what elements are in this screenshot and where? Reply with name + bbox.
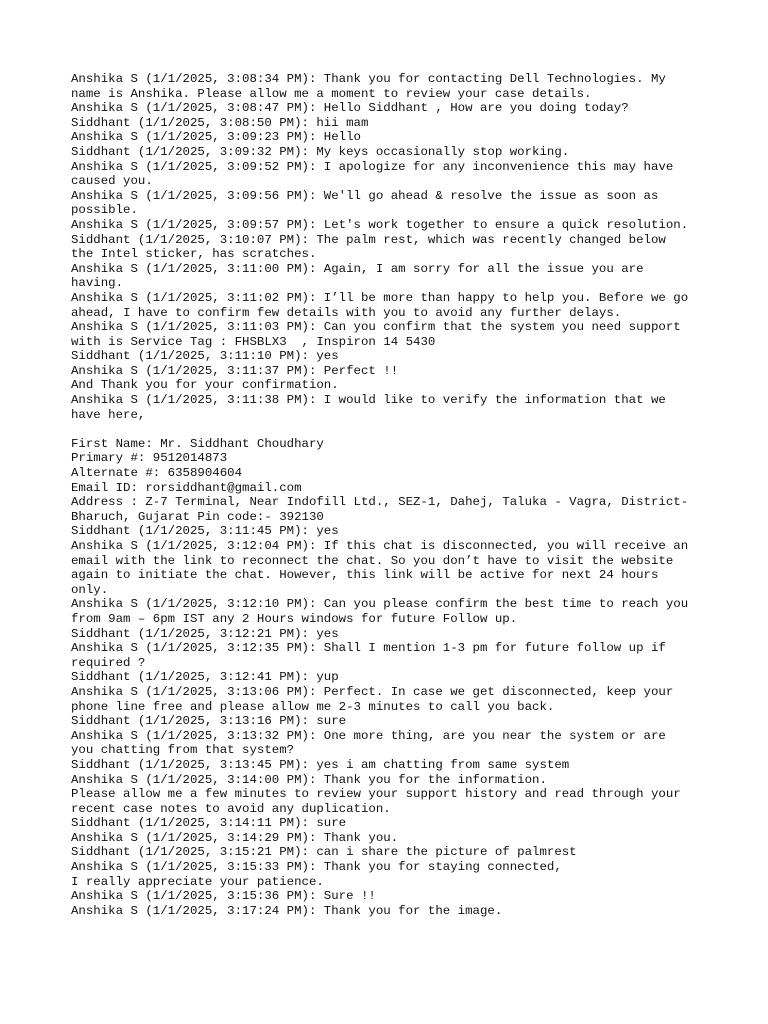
transcript-line: Anshika S (1/1/2025, 3:11:00 PM): Again, I am sorry for all the issue you are [71,261,644,276]
transcript-line: required ? [71,655,146,670]
transcript-line: you chatting from that system? [71,743,295,758]
transcript-line: from 9am – 6pm IST any 2 Hours windows for future Follow up. [71,611,518,626]
transcript-line: ahead, I have to confirm few details with you to avoid any further delays. [71,305,622,320]
transcript-line: Siddhant (1/1/2025, 3:09:32 PM): My keys occasionally stop working. [71,144,570,159]
transcript-line: Anshika S (1/1/2025, 3:09:52 PM): I apologize for any inconvenience this may have [71,159,674,174]
transcript-line: Address : Z-7 Terminal, Near Indofill Ltd., SEZ-1, Dahej, Taluka - Vagra, District- [71,495,689,510]
transcript-line: Anshika S (1/1/2025, 3:09:56 PM): We'll go ahead & resolve the issue as soon as [71,188,659,203]
transcript-line: have here, [71,407,146,422]
transcript-line: again to initiate the chat. However, this link will be active for next 24 hours [71,568,659,583]
transcript-line: Anshika S (1/1/2025, 3:11:38 PM): I would like to verify the information that we [71,393,666,408]
transcript-line: Anshika S (1/1/2025, 3:11:03 PM): Can you confirm that the system you need support [71,320,681,335]
transcript-line: possible. [71,203,138,218]
transcript-line: Anshika S (1/1/2025, 3:13:32 PM): One more thing, are you near the system or are [71,728,666,743]
transcript-line: Siddhant (1/1/2025, 3:12:21 PM): yes [71,626,339,641]
transcript-line: Anshika S (1/1/2025, 3:14:29 PM): Thank you. [71,830,399,845]
transcript-line: Anshika S (1/1/2025, 3:08:34 PM): Thank you for contacting Dell Technologies. My [71,72,666,86]
transcript-line: the Intel sticker, has scratches. [71,247,317,262]
transcript-line: Siddhant (1/1/2025, 3:10:07 PM): The palm rest, which was recently changed below [71,232,666,247]
transcript-line: Anshika S (1/1/2025, 3:15:33 PM): Thank you for staying connected, [71,860,562,875]
transcript-line: Anshika S (1/1/2025, 3:09:23 PM): Hello [71,130,361,145]
transcript-line: Siddhant (1/1/2025, 3:13:16 PM): sure [71,714,347,729]
transcript-line: only. [71,582,109,597]
transcript-line: Alternate #: 6358904604 [71,466,243,481]
transcript-line: recent case notes to avoid any duplication. [71,801,391,816]
transcript-line: Siddhant (1/1/2025, 3:11:10 PM): yes [71,349,339,364]
transcript-line: Anshika S (1/1/2025, 3:15:36 PM): Sure !! [71,889,376,904]
transcript-line: Anshika S (1/1/2025, 3:12:10 PM): Can you please confirm the best time to reach you [71,597,689,612]
transcript-line: Siddhant (1/1/2025, 3:15:21 PM): can i share the picture of palmrest [71,845,577,860]
transcript-line: email with the link to reconnect the chat. So you don’t have to visit the website [71,553,674,568]
transcript-line: Siddhant (1/1/2025, 3:14:11 PM): sure [71,816,347,831]
transcript-line: Siddhant (1/1/2025, 3:12:41 PM): yup [71,670,339,685]
transcript-line: Anshika S (1/1/2025, 3:17:24 PM): Thank you for the image. [71,903,503,918]
transcript-line: Anshika S (1/1/2025, 3:08:47 PM): Hello Siddhant , How are you doing today? [71,101,629,116]
transcript-line: Anshika S (1/1/2025, 3:14:00 PM): Thank you for the information. [71,772,547,787]
transcript-line: name is Anshika. Please allow me a moment to review your case details. [71,86,592,101]
transcript-line: Anshika S (1/1/2025, 3:12:04 PM): If this chat is disconnected, you will receive an [71,539,689,553]
transcript-line: First Name: Mr. Siddhant Choudhary [71,436,324,451]
transcript-line: caused you. [71,174,153,189]
transcript-line: Anshika S (1/1/2025, 3:09:57 PM): Let's work together to ensure a quick resolution. [71,217,689,232]
transcript-line: phone line free and please allow me 2-3 minutes to call you back. [71,699,555,714]
transcript-line: Primary #: 9512014873 [71,451,228,466]
transcript-line: Anshika S (1/1/2025, 3:11:37 PM): Perfect !! [71,363,399,378]
transcript-line: Siddhant (1/1/2025, 3:11:45 PM): yes [71,524,339,539]
transcript-line: Siddhant (1/1/2025, 3:08:50 PM): hii mam [71,115,369,130]
transcript-line: Email ID: rorsiddhant@gmail.com [71,480,302,495]
transcript-line: Anshika S (1/1/2025, 3:13:06 PM): Perfect. In case we get disconnected, keep your [71,684,674,699]
transcript-line: Anshika S (1/1/2025, 3:12:35 PM): Shall I mention 1-3 pm for future follow up if [71,641,666,656]
transcript-line: I really appreciate your patience. [71,874,324,889]
transcript-line [71,422,711,437]
transcript-line: Siddhant (1/1/2025, 3:13:45 PM): yes i am chatting from same system [71,757,570,772]
chat-transcript [71,72,711,918]
transcript-line: Bharuch, Gujarat Pin code:- 392130 [71,509,324,524]
transcript-line: with is Service Tag : FHSBLX3 , Inspiron 14 5430 [71,334,436,349]
transcript-line: having. [71,276,124,291]
transcript-line: And Thank you for your confirmation. [71,378,339,393]
transcript-line: Please allow me a few minutes to review your support history and read through your [71,787,681,802]
transcript-line: Anshika S (1/1/2025, 3:11:02 PM): I’ll be more than happy to help you. Before we go [71,290,689,305]
